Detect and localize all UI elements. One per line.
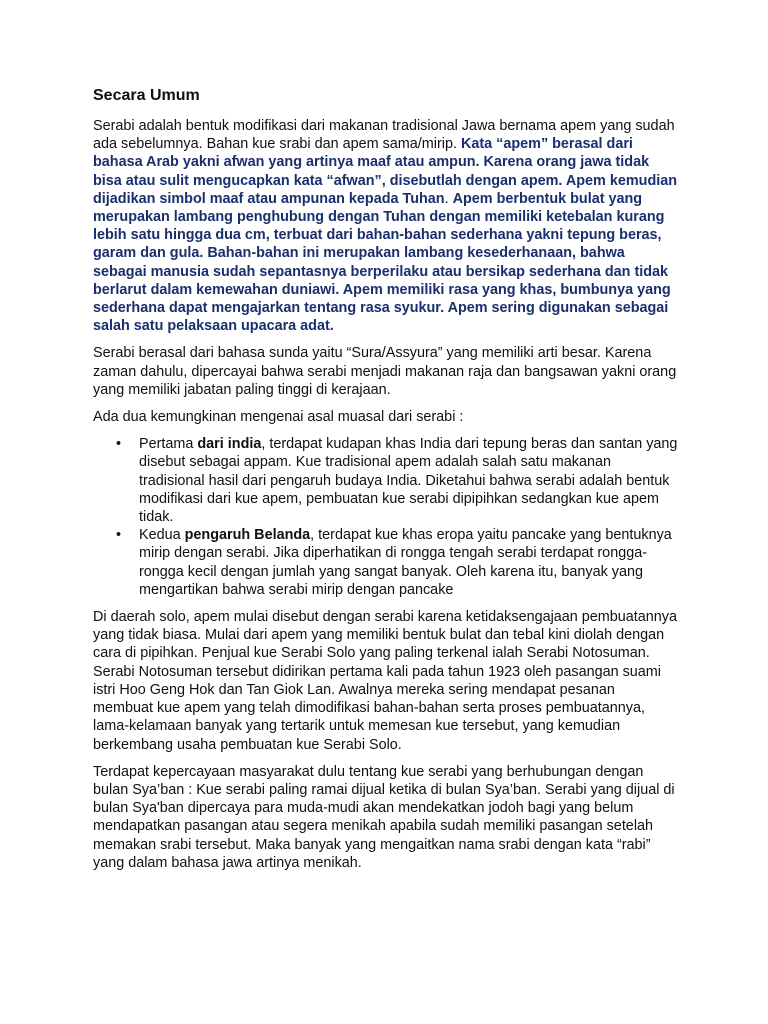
list-item <box>116 435 678 526</box>
list-item-text: , terdapat kudapan khas India dari tepung beras dan santan yang disebut sebagai appam. Kue tradisional apem adalah salah satu makanan tradisional hasil dari pengaruh budaya India. Diketahui bahwa serabi adalah bentuk modifikasi dari kue apem, pembuatan kue serabi dipipihkan sedangkan kue apem tidak. <box>139 436 678 526</box>
paragraph-list-intro: Ada dua kemungkinan mengenai asal muasal dari serabi : <box>93 409 464 426</box>
list-item-bold: pengaruh Belanda <box>184 527 311 544</box>
section-heading: Secara Umum <box>93 87 200 104</box>
paragraph-solo-history: Di daerah solo, apem mulai disebut dengan serabi karena ketidaksengajaan pembuatannya yang tidak biasa. Mulai dari apem yang memiliki bentuk bulat dan tebal kini diolah dengan cara di pipihkan. Penjual kue Serabi Solo yang paling terkenal ialah Serabi Notosuman. Serabi Notosuman tersebut didirikan pertama kali pada tahun 1923 oleh pasangan suami istri Hoo Geng Hok dan Tan Giok Lan. Awalnya mereka sering mendapat pesanan membuat kue apem yang telah dimodifikasi bahan-bahan serta proses pembuatannya, lama-kelamaan banyak yang tertarik untuk memesan kue tersebut, yang kemudian berkembang usaha pembuatan kue Serabi Solo. <box>93 609 678 753</box>
bullet-icon: • <box>116 436 122 453</box>
list-item-bold: dari india <box>197 436 262 453</box>
list-item-text: Kedua <box>139 527 185 544</box>
list-item-text: , terdapat kue khas eropa yaitu pancake yang bentuknya mirip dengan serabi. Jika diperhatikan di rongga tengah serabi terdapat rongga-rongga kecil dengan jumlah yang sangat banyak. Oleh karena itu, banyak yang mengartikan bahwa serabi mirip dengan pancake <box>139 527 672 598</box>
paragraph-syaban-belief: Terdapat kepercayaan masyarakat dulu tentang kue serabi yang berhubungan dengan bulan Sya’ban : Kue serabi paling ramai dijual ketika di bulan Sya’ban. Serabi yang dijual di bulan Sya'ban dipercaya para muda-mudi akan mendekatkan jodoh bagi yang belum mendapatkan pasangan atau segera menikah apabila sudah memiliki pasangan setelah memakan srabi tersebut. Maka banyak yang mengaitkan nama srabi dengan kata “rabi” yang dalam bahasa jawa artinya menikah. <box>93 763 675 871</box>
origin-list <box>93 435 678 599</box>
paragraph-text: Serabi adalah bentuk modifikasi dari makanan tradisional Jawa bernama apem yang sudah ada sebelumnya. Bahan kue srabi dan apem sama/mirip. <box>93 118 675 153</box>
highlighted-text: Kata “apem” berasal dari bahasa Arab yakni afwan yang artinya maaf atau ampun. Karena orang jawa tidak bisa atau sulit mengucapkan kata “afwan”, disebutlah dengan apem. Apem kemudian dijadikan simbol maaf atau ampunan kepada Tuhan <box>93 136 678 207</box>
highlighted-text: Apem berbentuk bulat yang merupakan lambang penghubung dengan Tuhan dengan memiliki ketebalan kurang lebih satu hingga dua cm, terbuat dari bahan-bahan sederhana yakni tepung beras, garam dan gula. Bahan-bahan ini merupakan lambang kesederhanaan, bahwa sebagai manusia sudah sepantasnya berperilaku atau bersikap sederhana dan tidak berlarut dalam kemewahan duniawi. Apem memiliki rasa yang khas, bumbunya yang sederhana dapat mengajarkan tentang rasa syukur. Apem sering digunakan sebagai salah satu pelaksaan upacara adat. <box>93 190 671 335</box>
paragraph-apem-origin <box>93 117 678 335</box>
list-item <box>116 526 678 599</box>
list-item-text: Pertama <box>139 436 198 453</box>
bullet-icon: • <box>116 527 122 544</box>
paragraph-sunda-origin: Serabi berasal dari bahasa sunda yaitu “Sura/Assyura” yang memiliki arti besar. Karena zaman dahulu, dipercayai bahwa serabi menjadi makanan raja dan bangsawan yakni orang yang memiliki jabatan paling tinggi di kerajaan. <box>93 345 677 398</box>
paragraph-text: . <box>444 190 453 207</box>
